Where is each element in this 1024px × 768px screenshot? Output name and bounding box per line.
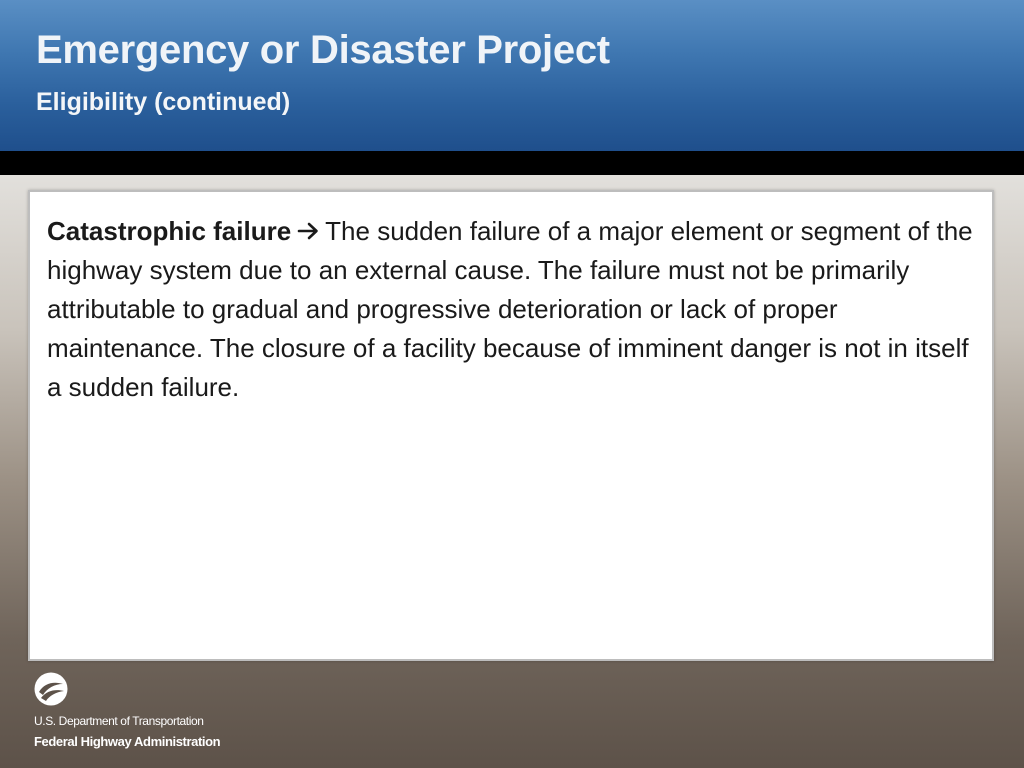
agency-department-name: U.S. Department of Transportation	[34, 714, 204, 728]
slide-title: Emergency or Disaster Project	[36, 28, 610, 72]
definition-text: The sudden failure of a major element or segment of the highway system due to an external cause. The failure must not be primarily attributable to gradual and progressive deterioration or lack of proper maintenance. The closure of a facility because of imminent danger is not in itself a sudden failure.	[47, 216, 973, 402]
slide-header	[0, 0, 1024, 151]
slide-subtitle: Eligibility (continued)	[36, 88, 291, 116]
definition-paragraph	[47, 212, 982, 407]
footer-logo	[34, 672, 234, 756]
header-divider-bar	[0, 151, 1024, 175]
agency-administration-name: Federal Highway Administration	[34, 734, 221, 749]
right-arrow-icon	[297, 222, 321, 240]
definition-term: Catastrophic failure	[47, 216, 292, 246]
content-box	[28, 190, 994, 661]
usdot-logo-icon	[34, 672, 68, 706]
